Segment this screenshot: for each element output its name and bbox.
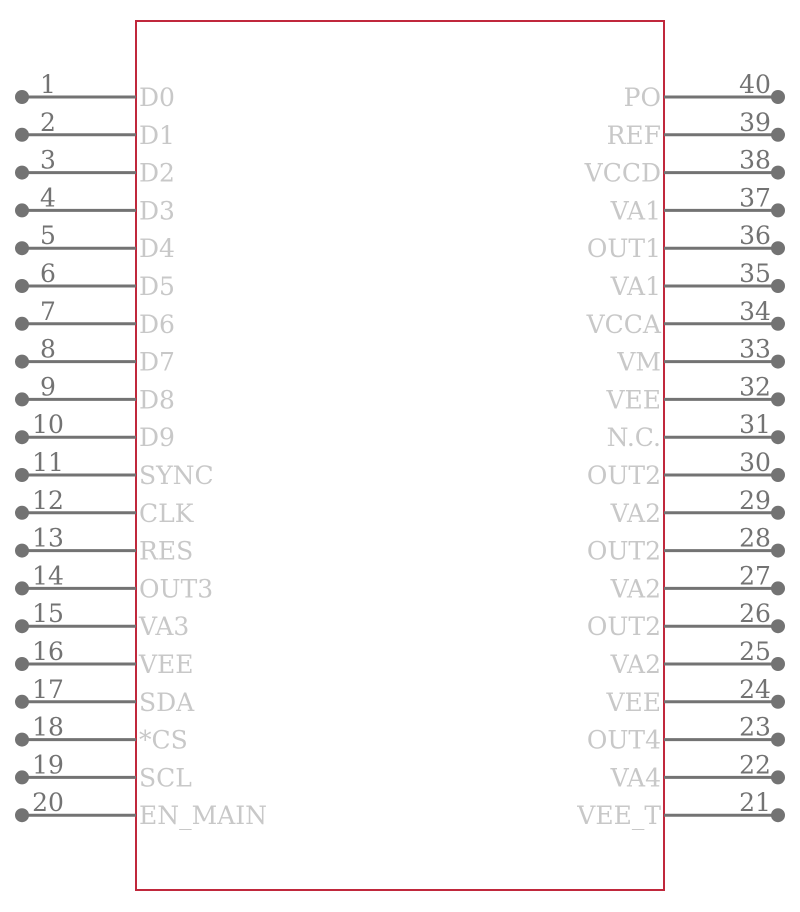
pin-16 [15,637,194,679]
pin-1 [15,70,175,112]
pin-name-label: OUT1 [586,234,661,264]
pin-35 [610,259,785,301]
pin-name-label: SCL [139,763,192,793]
pin-number: 10 [32,410,64,440]
pin-name-label: VCCD [584,158,661,188]
pin-endpoint-dot [15,241,29,255]
pin-endpoint-dot [15,355,29,369]
pin-name-label: VA3 [139,612,190,642]
pin-6 [15,259,175,301]
pin-endpoint-dot [15,544,29,558]
pin-13 [15,524,193,566]
pin-18 [15,713,188,755]
pin-endpoint-dot [771,657,785,671]
pin-name-label: VCCA [586,309,661,339]
pin-endpoint-dot [15,619,29,633]
pin-11 [15,448,214,490]
pin-name-label: VA2 [610,574,661,604]
pin-number: 8 [40,334,56,364]
pin-number: 26 [739,599,771,629]
pin-endpoint-dot [15,430,29,444]
pin-26 [587,599,785,641]
pin-number: 4 [40,183,56,213]
pin-number: 9 [40,372,56,402]
pin-number: 31 [739,410,771,440]
pin-endpoint-dot [771,430,785,444]
pin-number: 29 [739,485,771,515]
pin-name-label: OUT2 [586,536,661,566]
pin-10 [15,410,175,452]
pin-9 [15,372,175,414]
pin-name-label: OUT2 [586,612,661,642]
pin-endpoint-dot [771,506,785,520]
pin-endpoint-dot [15,770,29,784]
pin-endpoint-dot [771,695,785,709]
pin-number: 17 [32,674,64,704]
pin-31 [607,410,785,452]
pin-name-label: SYNC [139,461,214,490]
pin-number: 14 [32,561,64,591]
pin-name-label: VA1 [610,272,661,301]
pin-name-label: D6 [139,309,175,339]
pin-number: 1 [40,70,56,99]
pin-endpoint-dot [771,241,785,255]
pin-number: 13 [32,523,64,553]
pin-number: 24 [739,674,771,704]
pin-number: 18 [32,712,64,742]
pin-name-label: VA2 [610,498,661,528]
pin-endpoint-dot [771,203,785,217]
pin-4 [15,183,175,225]
pin-endpoint-dot [15,317,29,331]
pin-28 [587,524,785,566]
pin-24 [605,675,785,717]
pin-endpoint-dot [771,279,785,293]
pin-endpoint-dot [771,544,785,558]
pin-number: 37 [739,183,771,213]
pin-number: 21 [739,788,771,818]
pin-endpoint-dot [15,808,29,822]
pin-endpoint-dot [15,657,29,671]
pin-17 [15,675,195,717]
pin-3 [15,146,175,188]
pin-number: 19 [32,750,64,780]
pin-number: 15 [32,599,64,629]
pin-number: 7 [40,296,56,326]
pin-number: 28 [739,523,771,553]
pin-endpoint-dot [15,392,29,406]
pin-19 [15,750,192,792]
pin-2 [15,108,175,150]
pin-endpoint-dot [771,90,785,104]
pin-name-label: VEE [606,687,661,717]
pin-number: 3 [40,145,56,175]
pin-number: 38 [739,145,771,175]
pin-name-label: N.C. [606,423,661,453]
pin-number: 12 [32,485,64,515]
pin-name-label: D1 [139,120,175,150]
pin-15 [15,599,189,641]
pin-38 [584,146,785,188]
pin-endpoint-dot [771,581,785,595]
pin-number: 34 [739,296,771,326]
pin-endpoint-dot [15,695,29,709]
pin-number: 30 [739,448,771,477]
pin-22 [610,750,785,792]
pin-name-label: D5 [139,272,175,301]
pin-39 [607,108,785,150]
pin-name-label: D3 [139,196,175,226]
pin-name-label: *CS [139,725,188,755]
pin-name-label: RES [139,536,194,566]
right-pin-group [576,70,785,830]
component-body [136,21,664,890]
pin-endpoint-dot [771,317,785,331]
pin-name-label: REF [606,120,661,150]
pin-endpoint-dot [15,581,29,595]
left-pin-group [15,70,267,830]
pin-endpoint-dot [15,166,29,180]
pin-23 [587,713,785,755]
pin-number: 39 [739,107,771,137]
pin-name-label: D2 [139,158,175,188]
pin-name-label: D8 [139,385,175,415]
pin-name-label: PO [623,83,661,112]
pin-endpoint-dot [15,506,29,520]
pin-endpoint-dot [15,279,29,293]
pin-name-label: D7 [139,347,175,377]
pin-8 [15,335,175,377]
pin-endpoint-dot [15,468,29,482]
pin-endpoint-dot [15,733,29,747]
pin-endpoint-dot [15,203,29,217]
pin-name-label: D9 [139,423,175,453]
pin-25 [610,637,785,679]
pin-40 [624,70,785,112]
pin-12 [15,486,195,528]
pin-5 [15,221,175,263]
pin-name-label: OUT3 [139,574,214,604]
pin-number: 6 [40,259,56,288]
pin-number: 22 [739,750,771,780]
pin-36 [587,221,785,263]
pin-endpoint-dot [771,770,785,784]
pin-endpoint-dot [15,90,29,104]
pin-name-label: VEE_T [577,801,661,831]
pin-name-label: CLK [139,498,194,528]
pin-number: 11 [32,448,64,477]
pin-name-label: VA1 [610,196,661,226]
pin-endpoint-dot [771,468,785,482]
pin-name-label: VEE [139,650,194,679]
pin-21 [576,788,785,830]
pin-32 [605,372,785,414]
pin-number: 33 [739,334,771,364]
pin-number: 2 [40,107,56,137]
pin-endpoint-dot [771,392,785,406]
pin-number: 5 [40,221,56,251]
pin-endpoint-dot [15,128,29,142]
pin-name-label: VA4 [610,763,661,793]
pin-endpoint-dot [771,619,785,633]
pin-endpoint-dot [771,166,785,180]
pin-number: 32 [739,372,771,402]
pin-name-label: SDA [139,687,195,717]
pin-7 [15,297,175,339]
pin-number: 20 [32,788,64,818]
pin-name-label: OUT2 [586,461,661,490]
pin-number: 36 [739,221,771,251]
pin-34 [586,297,785,339]
pin-number: 35 [739,259,771,288]
pin-number: 25 [739,637,771,666]
pin-33 [616,335,785,377]
pin-29 [610,486,785,528]
pin-name-label: OUT4 [586,725,661,755]
pin-number: 27 [739,561,771,591]
pin-name-label: EN_MAIN [139,801,268,831]
pin-number: 16 [32,637,64,666]
pin-name-label: D0 [139,83,175,112]
pin-20 [15,788,267,830]
pin-name-label: VEE [606,385,661,415]
pin-27 [610,561,785,603]
pin-endpoint-dot [771,733,785,747]
pin-number: 23 [739,712,771,742]
pin-endpoint-dot [771,355,785,369]
pin-37 [610,183,785,225]
pin-14 [15,561,213,603]
pin-name-label: VA2 [610,650,661,679]
pin-name-label: D4 [139,234,175,264]
pin-endpoint-dot [771,808,785,822]
pin-30 [587,448,785,490]
pin-number: 40 [739,70,771,99]
pin-endpoint-dot [771,128,785,142]
pin-name-label: VM [617,347,661,377]
